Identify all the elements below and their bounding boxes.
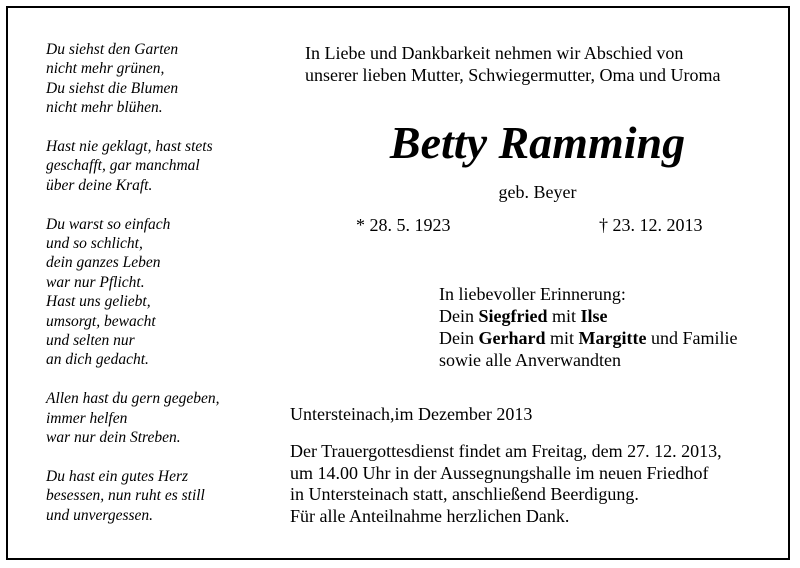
- poem-stanza-1: [46, 40, 276, 118]
- mourners-block: [439, 283, 784, 371]
- poem-stanza-3: [46, 215, 276, 370]
- poem-line: dein ganzes Leben: [46, 254, 161, 272]
- intro-line: In Liebe und Dankbarkeit nehmen wir Abschied von: [305, 43, 684, 63]
- birth-date: * 28. 5. 1923: [356, 215, 451, 235]
- mourner-line-1: [439, 305, 784, 327]
- mourner-suffix: und Familie: [646, 328, 738, 348]
- poem-line: und unvergessen.: [46, 506, 154, 524]
- poem-line: und selten nur: [46, 332, 135, 350]
- poem-stanza-2: [46, 137, 276, 195]
- poem-line: Du warst so einfach: [46, 215, 171, 233]
- deceased-name: Betty Ramming: [389, 117, 686, 168]
- poem-line: umsorgt, bewacht: [46, 312, 156, 330]
- poem-line: Du siehst den Garten: [46, 41, 179, 58]
- poem-line: und so schlicht,: [46, 235, 143, 253]
- poem-line: nicht mehr blühen.: [46, 99, 163, 117]
- poem-line: Du hast ein gutes Herz: [46, 467, 189, 485]
- mourner-prefix: Dein: [439, 306, 479, 326]
- memorial-poem: [46, 40, 276, 525]
- poem-line: war nur dein Streben.: [46, 429, 181, 447]
- poem-stanza-4: [46, 389, 276, 447]
- poem-line: Du siehst die Blumen: [46, 79, 179, 97]
- service-line: Der Trauergottesdienst findet am Freitag, dem 27. 12. 2013,: [290, 441, 722, 461]
- mourner-line-3: sowie alle Anverwandten: [439, 350, 621, 370]
- death-date: † 23. 12. 2013: [599, 215, 703, 235]
- poem-line: geschafft, gar manchmal: [46, 157, 200, 175]
- poem-line: immer helfen: [46, 409, 128, 427]
- service-line: um 14.00 Uhr in der Aussegnungshalle im neuen Friedhof: [290, 462, 709, 483]
- funeral-service-info: [290, 441, 785, 527]
- intro-line: unserer lieben Mutter, Schwiegermutter, Oma und Uroma: [305, 65, 721, 85]
- poem-line: Hast nie geklagt, hast stets: [46, 138, 213, 156]
- mourner-name: Gerhard: [478, 328, 546, 348]
- mourners-heading: In liebevoller Erinnerung:: [439, 284, 626, 304]
- mourner-name: Ilse: [580, 306, 608, 326]
- poem-line: Hast uns geliebt,: [46, 293, 151, 311]
- mourner-line-2: [439, 327, 784, 349]
- service-line: Für alle Anteilnahme herzlichen Dank.: [290, 505, 570, 526]
- mourner-name: Siegfried: [478, 306, 548, 326]
- poem-line: nicht mehr grünen,: [46, 60, 165, 78]
- mourner-prefix: Dein: [439, 328, 479, 348]
- mourner-connector: mit: [545, 328, 579, 348]
- farewell-intro: [305, 42, 775, 86]
- place-and-date: Untersteinach,im Dezember 2013: [290, 404, 533, 424]
- poem-line: Allen hast du gern gegeben,: [46, 390, 220, 408]
- mourner-connector: mit: [547, 306, 581, 326]
- poem-line: an dich gedacht.: [46, 351, 149, 369]
- poem-line: war nur Pflicht.: [46, 273, 145, 291]
- poem-line: besessen, nun ruht es still: [46, 487, 205, 505]
- poem-stanza-5: [46, 467, 276, 525]
- poem-line: über deine Kraft.: [46, 176, 153, 194]
- mourner-name: Margitte: [578, 328, 647, 348]
- service-line: in Untersteinach statt, anschließend Beerdigung.: [290, 484, 639, 504]
- birth-name: geb. Beyer: [498, 182, 577, 202]
